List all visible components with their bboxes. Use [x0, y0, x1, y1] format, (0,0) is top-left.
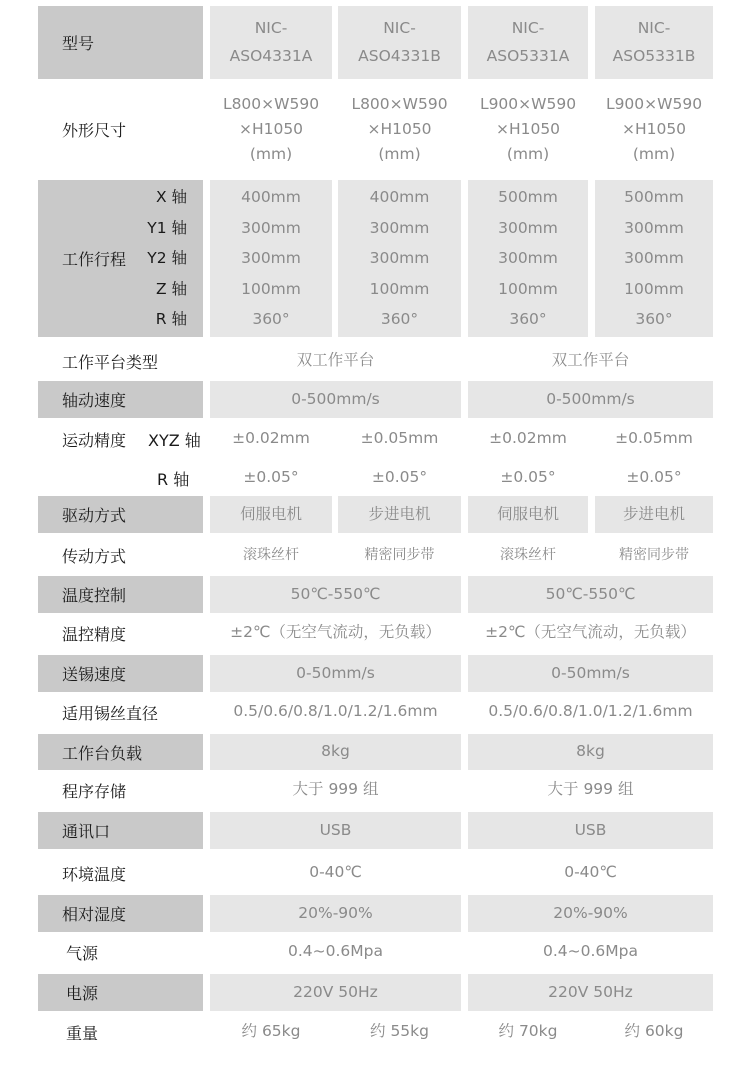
- travel-cell: [210, 180, 332, 337]
- platform-cell: 双工作平台: [296, 351, 375, 370]
- travel-value: 300mm: [241, 249, 301, 268]
- air-cell: 0.4~0.6Mpa: [288, 942, 383, 961]
- axis-speed-cell: 0-500mm/s: [210, 381, 461, 418]
- model-cell: NIC- ASO5331A: [468, 6, 588, 79]
- axis-speed-label: 轴动速度: [38, 381, 203, 418]
- precision-r-cell: ±0.05°: [626, 468, 682, 487]
- comm-cell: USB: [210, 812, 461, 849]
- temp-control-cell: 50℃-550℃: [210, 576, 461, 613]
- travel-value: 300mm: [369, 249, 430, 268]
- travel-value: 360°: [509, 310, 547, 329]
- feed-speed-label: 送锡速度: [38, 655, 203, 692]
- travel-value: 500mm: [624, 188, 684, 207]
- axis-label: X 轴: [155, 188, 187, 206]
- power-cell: 220V 50Hz: [210, 974, 461, 1011]
- model-cell: NIC- ASO4331A: [210, 6, 332, 79]
- travel-value: 300mm: [241, 218, 301, 237]
- axis-label: Y2 轴: [147, 249, 187, 268]
- env-temp-label: 环境温度: [62, 864, 127, 884]
- storage-label: 程序存储: [62, 781, 127, 801]
- axis-label: R 轴: [155, 310, 187, 329]
- travel-label-block: [38, 180, 203, 337]
- travel-value: 300mm: [624, 249, 684, 268]
- power-label: 电源: [38, 974, 203, 1011]
- temp-precision-label: 温控精度: [62, 624, 127, 644]
- temp-control-cell: 50℃-550℃: [468, 576, 713, 613]
- storage-cell: 大于 999 组: [547, 780, 634, 799]
- env-temp-cell: 0-40℃: [564, 863, 617, 882]
- travel-value: 400mm: [241, 188, 301, 207]
- weight-cell: 约 70kg: [498, 1022, 558, 1041]
- precision-xyz-cell: ±0.02mm: [489, 429, 567, 448]
- travel-value: 300mm: [498, 249, 558, 268]
- drive-cell: 伺服电机: [210, 496, 332, 533]
- travel-value: 360°: [252, 310, 290, 329]
- travel-axis-list: [147, 182, 187, 335]
- comm-label: 通讯口: [38, 812, 203, 849]
- drive-label: 驱动方式: [38, 496, 203, 533]
- precision-r-label: R 轴: [157, 469, 190, 489]
- dimensions-label: 外形尺寸: [62, 121, 127, 140]
- travel-value: 300mm: [498, 218, 558, 237]
- wire-diameter-cell: 0.5/0.6/0.8/1.0/1.2/1.6mm: [233, 702, 438, 721]
- travel-value: 300mm: [369, 218, 430, 237]
- weight-cell: 约 55kg: [370, 1022, 429, 1041]
- precision-r-cell: ±0.05°: [500, 468, 556, 487]
- model-label: 型号: [38, 6, 203, 79]
- temp-control-label: 温度控制: [38, 576, 203, 613]
- transmission-cell: 精密同步带: [364, 546, 435, 563]
- air-cell: 0.4~0.6Mpa: [543, 942, 638, 961]
- travel-value: 400mm: [369, 188, 430, 207]
- feed-speed-cell: 0-50mm/s: [210, 655, 461, 692]
- dimensions-cell: L900×W590 ×H1050 (mm): [479, 95, 577, 163]
- weight-label: 重量: [66, 1023, 99, 1043]
- wire-diameter-label: 适用锡丝直径: [62, 703, 159, 723]
- drive-cell: 步进电机: [595, 496, 713, 533]
- temp-precision-cell: ±2℃（无空气流动，无负载）: [485, 623, 696, 642]
- model-cell: NIC- ASO5331B: [595, 6, 713, 79]
- load-cell: 8kg: [468, 734, 713, 770]
- precision-r-cell: ±0.05°: [371, 468, 428, 487]
- transmission-cell: 滚珠丝杆: [500, 546, 556, 563]
- precision-r-cell: ±0.05°: [243, 468, 299, 487]
- dimensions-cell: L800×W590 ×H1050 (mm): [222, 95, 320, 163]
- travel-value: 100mm: [241, 279, 301, 298]
- transmission-label: 传动方式: [62, 546, 127, 566]
- humidity-label: 相对湿度: [38, 895, 203, 932]
- axis-label: Z 轴: [155, 279, 187, 298]
- platform-label: 工作平台类型: [62, 352, 159, 372]
- transmission-cell: 精密同步带: [619, 546, 689, 563]
- precision-xyz-cell: ±0.05mm: [360, 429, 439, 448]
- travel-cell: [468, 180, 588, 337]
- humidity-cell: 20%-90%: [468, 895, 713, 932]
- travel-label: 工作行程: [62, 250, 127, 269]
- dimensions-cell: L900×W590 ×H1050 (mm): [605, 95, 703, 163]
- travel-value: 300mm: [624, 218, 684, 237]
- platform-cell: 双工作平台: [551, 351, 630, 370]
- feed-speed-cell: 0-50mm/s: [468, 655, 713, 692]
- axis-label: Y1 轴: [147, 218, 187, 237]
- weight-cell: 约 65kg: [241, 1022, 301, 1041]
- load-label: 工作台负载: [38, 734, 203, 770]
- env-temp-cell: 0-40℃: [309, 863, 362, 882]
- travel-value: 100mm: [369, 279, 430, 298]
- comm-cell: USB: [468, 812, 713, 849]
- air-label: 气源: [66, 943, 99, 963]
- drive-cell: 伺服电机: [468, 496, 588, 533]
- temp-precision-cell: ±2℃（无空气流动，无负载）: [230, 623, 441, 642]
- wire-diameter-cell: 0.5/0.6/0.8/1.0/1.2/1.6mm: [488, 702, 693, 721]
- travel-cell: [595, 180, 713, 337]
- power-cell: 220V 50Hz: [468, 974, 713, 1011]
- travel-value: 500mm: [498, 188, 558, 207]
- travel-value: 360°: [635, 310, 673, 329]
- weight-cell: 约 60kg: [624, 1022, 684, 1041]
- drive-cell: 步进电机: [338, 496, 461, 533]
- precision-xyz-label: XYZ 轴: [148, 430, 201, 450]
- travel-value: 100mm: [498, 279, 558, 298]
- precision-xyz-cell: ±0.05mm: [615, 429, 693, 448]
- axis-speed-cell: 0-500mm/s: [468, 381, 713, 418]
- load-cell: 8kg: [210, 734, 461, 770]
- dimensions-cell: L800×W590 ×H1050 (mm): [351, 95, 448, 163]
- precision-xyz-cell: ±0.02mm: [232, 429, 310, 448]
- travel-value: 100mm: [624, 279, 684, 298]
- storage-cell: 大于 999 组: [292, 780, 379, 799]
- model-cell: NIC- ASO4331B: [338, 6, 461, 79]
- precision-label: 运动精度: [62, 430, 127, 450]
- travel-cell: [338, 180, 461, 337]
- humidity-cell: 20%-90%: [210, 895, 461, 932]
- travel-value: 360°: [380, 310, 419, 329]
- transmission-cell: 滚珠丝杆: [243, 546, 299, 563]
